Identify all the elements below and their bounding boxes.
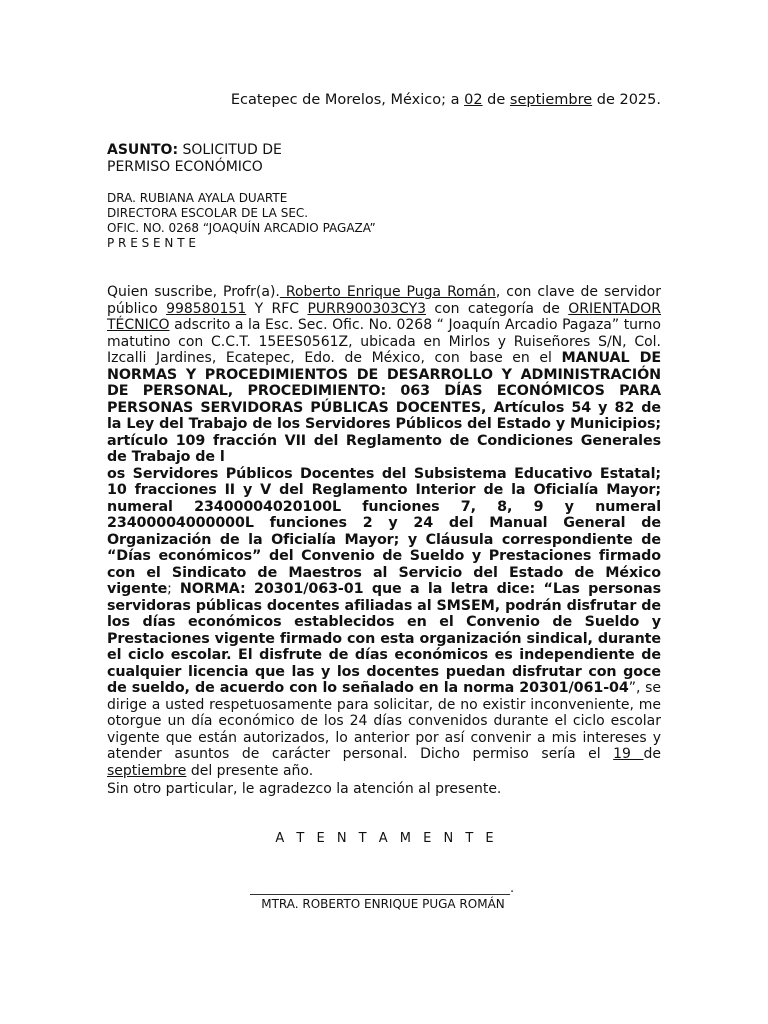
body-text-8: del presente año. (186, 762, 314, 779)
body-text-4: con categoría de (426, 300, 569, 317)
date-line (231, 90, 661, 110)
addressee-school: OFIC. NO. 0268 “JOAQUÍN ARCADIO PAGAZA” (107, 221, 376, 235)
atentamente-heading: A T E N T A M E N T E (275, 831, 498, 846)
subject-line-1: SOLICITUD DE (178, 142, 282, 158)
legal-text-3: NORMA: 20301/063-01 que a la letra dice: “Las personas servidoras públicas docentes afiliadas al SMSEM, podrán disfrutar de los días económicos establecidos en el Convenio de Sueldo y Prestaciones vigente firmado con esta organización sindical, durante el ciclo escolar. El disfrute de días económicos es independiente de cualquier licencia que las y los docentes puedan disfrutar con goce de sueldo, de acuerdo con lo señalado en la norma 20301/061-04 (107, 581, 661, 696)
signature-name: MTRA. ROBERTO ENRIQUE PUGA ROMÁN (261, 897, 505, 911)
subject-label: ASUNTO: (107, 142, 179, 158)
addressee-presente: P R E S E N T E (107, 236, 196, 250)
body-paragraph (107, 284, 661, 779)
date-day: 02 (464, 92, 483, 108)
permit-month: septiembre (107, 762, 187, 779)
date-de: de (482, 92, 510, 108)
server-key: 998580151 (166, 300, 247, 317)
category-value: ORIENTADOR TÉCNICO (107, 300, 661, 333)
date-year: de 2025. (592, 92, 661, 108)
legal-separator: ; (167, 581, 180, 597)
permit-day: 19 (613, 746, 644, 762)
body-text-6: ”, se dirige a usted respetuosamente para solicitar, de no existir inconveniente, me otorgue un día económico de los 24 días convenidos durante el ciclo escolar vigente que están autorizados, lo anterior por así convenir a mis intereses y atender asuntos de carácter personal. Dicho permiso sería el (107, 680, 661, 762)
closing-line: Sin otro particular, le agradezco la atención al presente. (107, 781, 502, 797)
body-text-7: de (643, 746, 662, 762)
addressee-name: DRA. RUBIANA AYALA DUARTE (107, 191, 288, 205)
legal-text-1: MANUAL DE NORMAS Y PROCEDIMIENTOS DE DESARROLLO Y ADMINISTRACIÓN DE PERSONAL, PROCEDIMIENTO: 063 DÍAS ECONÓMICOS PARA PERSONAS SERVIDORAS PÚBLICAS DOCENTES, Artículos 54 y 82 de la Ley del Trabajo de los Servidores Públicos del Estado y Municipios; artículo 109 fracción VII del Reglamento de Condiciones Generales de Trabajo de l (107, 350, 662, 465)
addressee-title: DIRECTORA ESCOLAR DE LA SEC. (107, 206, 309, 220)
date-place: Ecatepec de Morelos, México; a (230, 92, 465, 108)
body-text-2: , con clave de servidor público (107, 284, 661, 317)
addressee-block (107, 191, 376, 251)
date-month: septiembre (509, 92, 593, 108)
rfc-value: PURR900303CY3 (307, 300, 427, 317)
signature-line: ________________________________________. (250, 882, 514, 896)
subject-block (107, 142, 282, 176)
teacher-name: Roberto Enrique Puga Román (279, 284, 496, 300)
letter-body (107, 284, 661, 779)
body-text-1: Quien suscribe, Profr(a). (107, 284, 280, 300)
body-text-3: Y RFC (246, 300, 308, 317)
legal-text-2: os Servidores Públicos Docentes del Subsistema Educativo Estatal; 10 fracciones II y V del Reglamento Interior de la Oficialía Mayor; numeral 23400004020100L funciones 7, 8, 9 y numeral 23400004000000L funciones 2 y 24 del Manual General de Organización de la Oficialía Mayor; y Cláusula correspondiente de “Días económicos” del Convenio de Sueldo y Prestaciones firmado con el Sindicato de Maestros al Servicio del Estado de México vigente (107, 465, 661, 597)
subject-line-2: PERMISO ECONÓMICO (107, 159, 263, 175)
body-text-5: adscrito a la Esc. Sec. Ofic. No. 0268 “ Joaquín Arcadio Pagaza” turno matutino con C.C.T. 15EES0561Z, ubicada en Mirlos y Ruiseñores S/N, Col. Izcalli Jardines, Ecatepec, Edo. de México, con base en el (107, 317, 661, 366)
